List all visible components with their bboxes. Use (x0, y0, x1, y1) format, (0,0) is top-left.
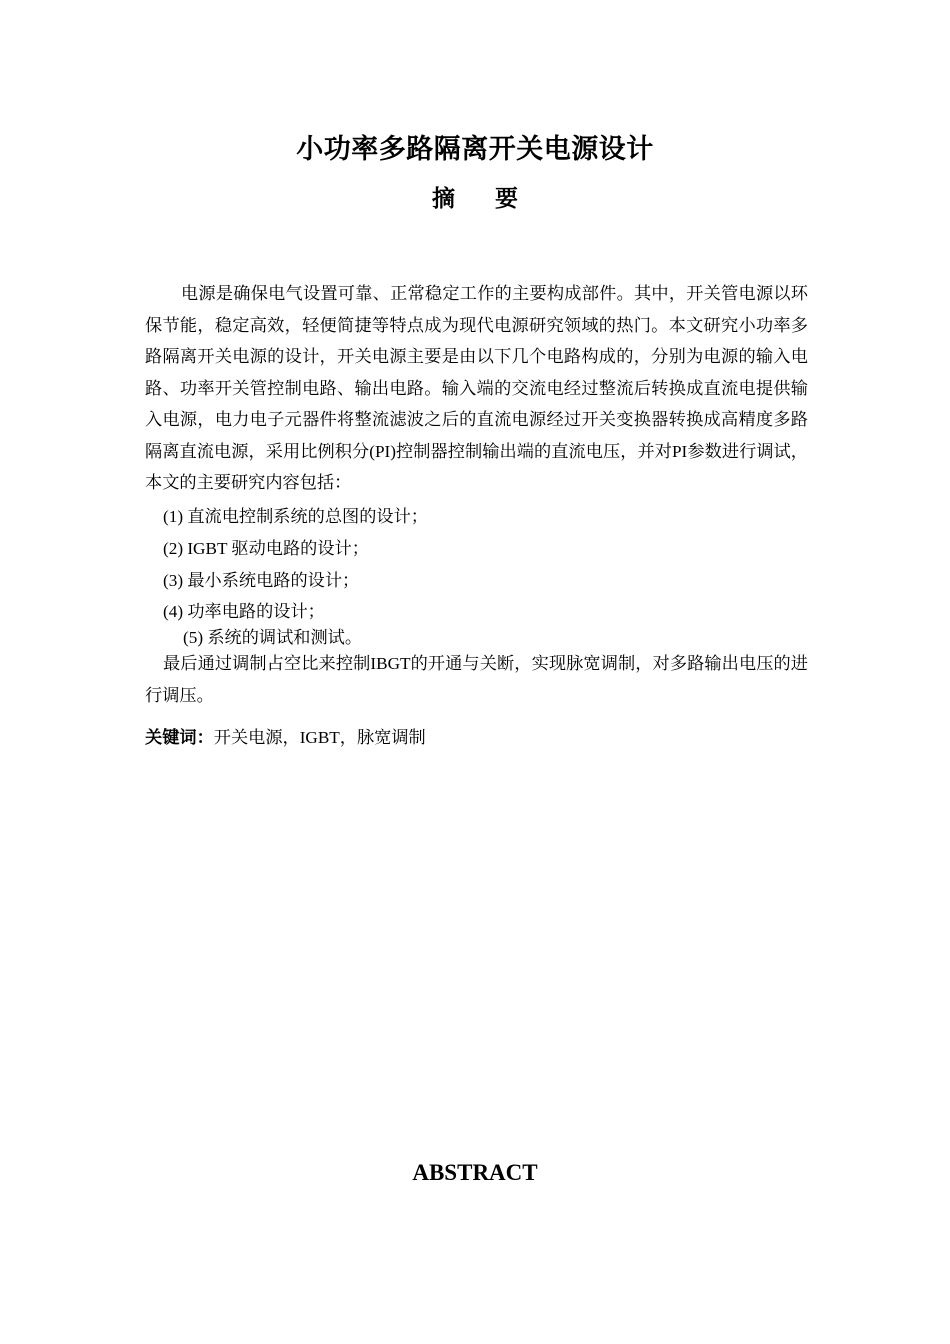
document-title: 小功率多路隔离开关电源设计 (296, 134, 654, 164)
keywords-label: 关键词： (145, 728, 214, 747)
conclusion-paragraph: 最后通过调制占空比来控制IBGT的开通与关断，实现脉宽调制，对多路输出电压的进行调压。 (145, 654, 808, 705)
abstract-heading-char-2: 要 (495, 186, 518, 211)
list-item: (4) 功率电路的设计； (163, 602, 325, 621)
list-item: (2) IGBT 驱动电路的设计； (163, 539, 369, 558)
list-item: (5) 系统的调试和测试。 (183, 628, 363, 647)
abstract-heading (0, 183, 950, 215)
abstract-heading-char-1: 摘 (432, 186, 455, 211)
abstract-paragraph: 电源是确保电气设置可靠、正常稳定工作的主要构成部件。其中，开关管电源以环保节能，稳定高效，轻便简捷等特点成为现代电源研究领域的热门。本文研究小功率多路隔离开关电源的设计，开关电源主要是由以下几个电路构成的，分别为电源的输入电路、功率开关管控制电路、输出电路。输入端的交流电经过整流后转换成直流电提供输入电源，电力电子元器件将整流滤波之后的直流电源经过开关变换器转换成高精度多路隔离直流电源，采用比例积分(PI)控制器控制输出端的直流电压，并对PI参数进行调试，本文的主要研究内容包括： (145, 284, 808, 492)
list-item: (3) 最小系统电路的设计； (163, 571, 360, 590)
keywords-line (145, 722, 426, 754)
list-item: (1) 直流电控制系统的总图的设计； (163, 507, 428, 526)
keywords-value: 开关电源，IGBT，脉宽调制 (213, 728, 426, 747)
abstract-en-heading: ABSTRACT (412, 1160, 538, 1185)
